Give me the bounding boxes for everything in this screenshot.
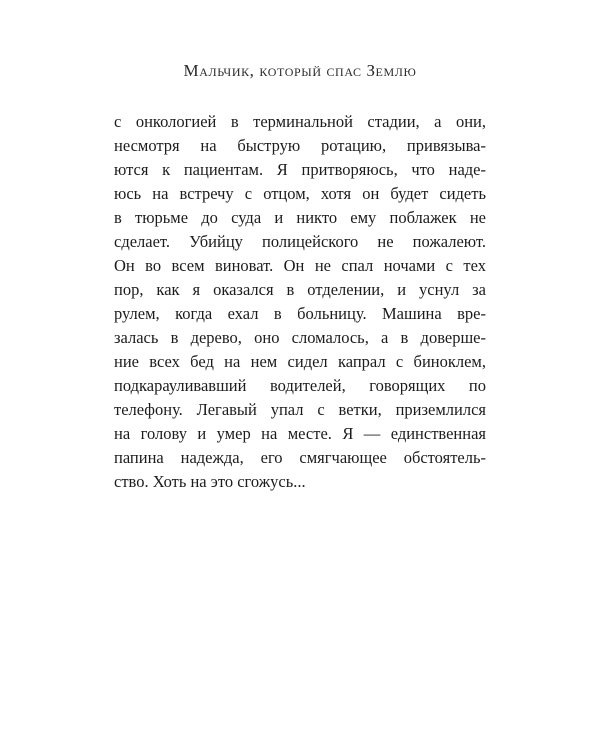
text-line: с онкологией в терминальной стадии, а они,	[114, 112, 486, 131]
text-line: ние всех бед на нем сидел капрал с биноклем,	[114, 352, 486, 371]
text-line: залась в дерево, оно сломалось, а в доверше-	[114, 328, 486, 347]
text-line: пор, как я оказался в отделении, и уснул за	[114, 280, 486, 299]
text-line: на голову и умер на месте. Я — единственная	[114, 424, 486, 443]
text-line: папина надежда, его смягчающее обстоятель-	[114, 448, 486, 467]
text-line: Он во всем виноват. Он не спал ночами с тех	[114, 256, 486, 275]
text-line: ются к пациентам. Я притворяюсь, что наде-	[114, 160, 486, 179]
body-paragraph	[114, 110, 486, 494]
text-line: рулем, когда ехал в больницу. Машина вре-	[114, 304, 486, 323]
text-line: юсь на встречу с отцом, хотя он будет сидеть	[114, 184, 486, 203]
running-head: Мальчик, который спас Землю	[183, 61, 417, 80]
text-line: телефону. Легавый упал с ветки, приземлился	[114, 400, 486, 419]
text-line: сделает. Убийцу полицейского не пожалеют.	[114, 232, 486, 251]
text-line: подкарауливавший водителей, говорящих по	[114, 376, 486, 395]
text-line-last: ство. Хоть на это сгожусь...	[114, 472, 306, 491]
text-line: несмотря на быструю ротацию, привязыва-	[114, 136, 486, 155]
text-line: в тюрьме до суда и никто ему поблажек не	[114, 208, 486, 227]
